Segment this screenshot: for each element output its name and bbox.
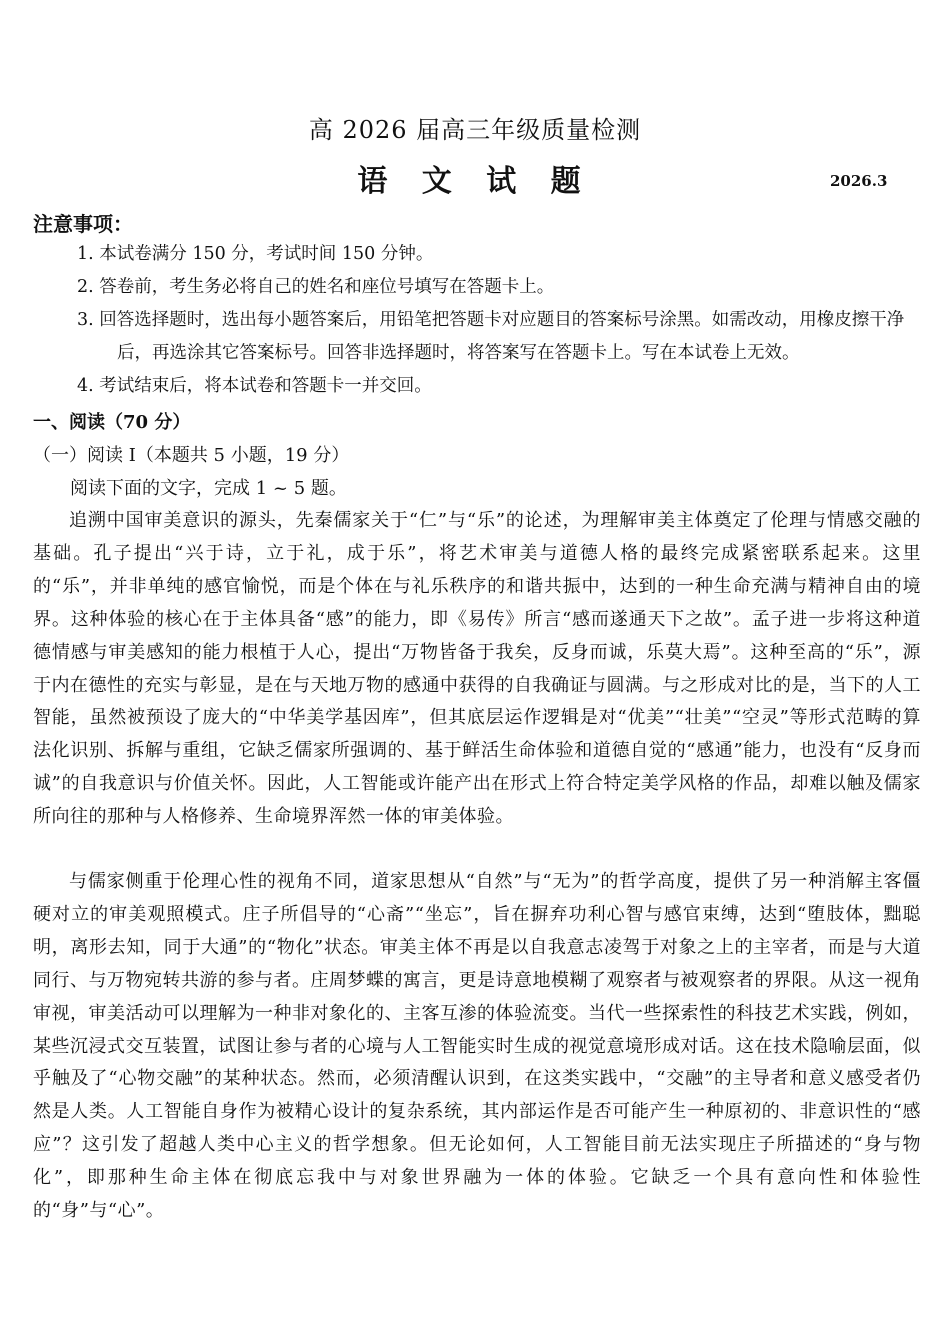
passage-paragraph: 追溯中国审美意识的源头，先秦儒家关于“仁”与“乐”的论述，为理解审美主体奠定了伦理与情感交融的基础。孔子提出“兴于诗，立于礼，成于乐”，将艺术审美与道德人格的最终完成紧密联系起来。这里的“乐”，并非单纯的感官愉悦，而是个体在与礼乐秩序的和谐共振中，达到的一种生命充满与精神自由的境界。这种体验的核心在于主体具备“感”的能力，即《易传》所言“感而遂通天下之故”。孟子进一步将这种道德情感与审美感知的能力根植于人心，提出“万物皆备于我矣，反身而诚，乐莫大焉”。这种至高的“乐”，源于内在德性的充实与彰显，是在与天地万物的感通中获得的自我确证与圆满。与之形成对比的是，当下的人工智能，虽然被预设了庞大的“中华美学基因库”，但其底层运作逻辑是对“优美”“壮美”“空灵”等形式范畴的算法化识别、拆解与重组，它缺乏儒家所强调的、基于鲜活生命体验和道德自觉的“感通”能力，也没有“反身而诚”的自我意识与价值关怀。因此，人工智能或许能产出在形式上符合特定美学风格的作品，却难以触及儒家所向往的那种与人格修养、生命境界浑然一体的审美体验。 [33,510,921,828]
reading-instruction: 阅读下面的文字，完成 1 ~ 5 题。 [70,478,347,499]
notice-item: 4. 考试结束后，将本试卷和答题卡一并交回。 [77,376,432,396]
subsection-title: （一）阅读 I（本题共 5 小题，19 分） [33,445,350,466]
notice-item: 1. 本试卷满分 150 分，考试时间 150 分钟。 [77,244,434,264]
notice-item: 3. 回答选择题时，选出每小题答案后，用铅笔把答题卡对应题目的答案标号涂黑。如需改动，用橡皮擦干净后，再选涂其它答案标号。回答非选择题时，将答案写在答题卡上。写在本试卷上无效。 [77,310,905,363]
section-title: 一、阅读（70 分） [33,412,191,433]
subject-title: 语 文 试 题 [357,164,593,199]
exam-title: 高 2026 届高三年级质量检测 [308,116,642,144]
exam-date: 2026.3 [830,172,888,190]
passage-paragraph: 与儒家侧重于伦理心性的视角不同，道家思想从“自然”与“无为”的哲学高度，提供了另一种消解主客僵硬对立的审美观照模式。庄子所倡导的“心斋”“坐忘”，旨在摒弃功利心智与感官束缚，达到“堕肢体，黜聪明，离形去知，同于大通”的“物化”状态。审美主体不再是以自我意志凌驾于对象之上的主宰者，而是与大道同行、与万物宛转共游的参与者。庄周梦蝶的寓言，更是诗意地模糊了观察者与被观察者的界限。从这一视角审视，审美活动可以理解为一种非对象化的、主客互渗的体验流变。当代一些探索性的科技艺术实践，例如，某些沉浸式交互装置，试图让参与者的心境与人工智能实时生成的视觉意境形成对话。这在技术隐喻层面，似乎触及了“心物交融”的某种状态。然而，必须清醒认识到，在这类实践中，“交融”的主导者和意义感受者仍然是人类。人工智能自身作为被精心设计的复杂系统，其内部运作是否可能产生一种原初的、非意识性的“感应”？这引发了超越人类中心主义的哲学想象。但无论如何，人工智能目前无法实现庄子所描述的“身与物化”，即那种生命主体在彻底忘我中与对象世界融为一体的体验。它缺乏一个具有意向性和体验性的“身”与“心”。 [33,871,921,1222]
notice-heading: 注意事项： [33,212,133,236]
notice-list [40,238,920,403]
notice-item: 2. 答卷前，考生务必将自己的姓名和座位号填写在答题卡上。 [77,277,555,297]
